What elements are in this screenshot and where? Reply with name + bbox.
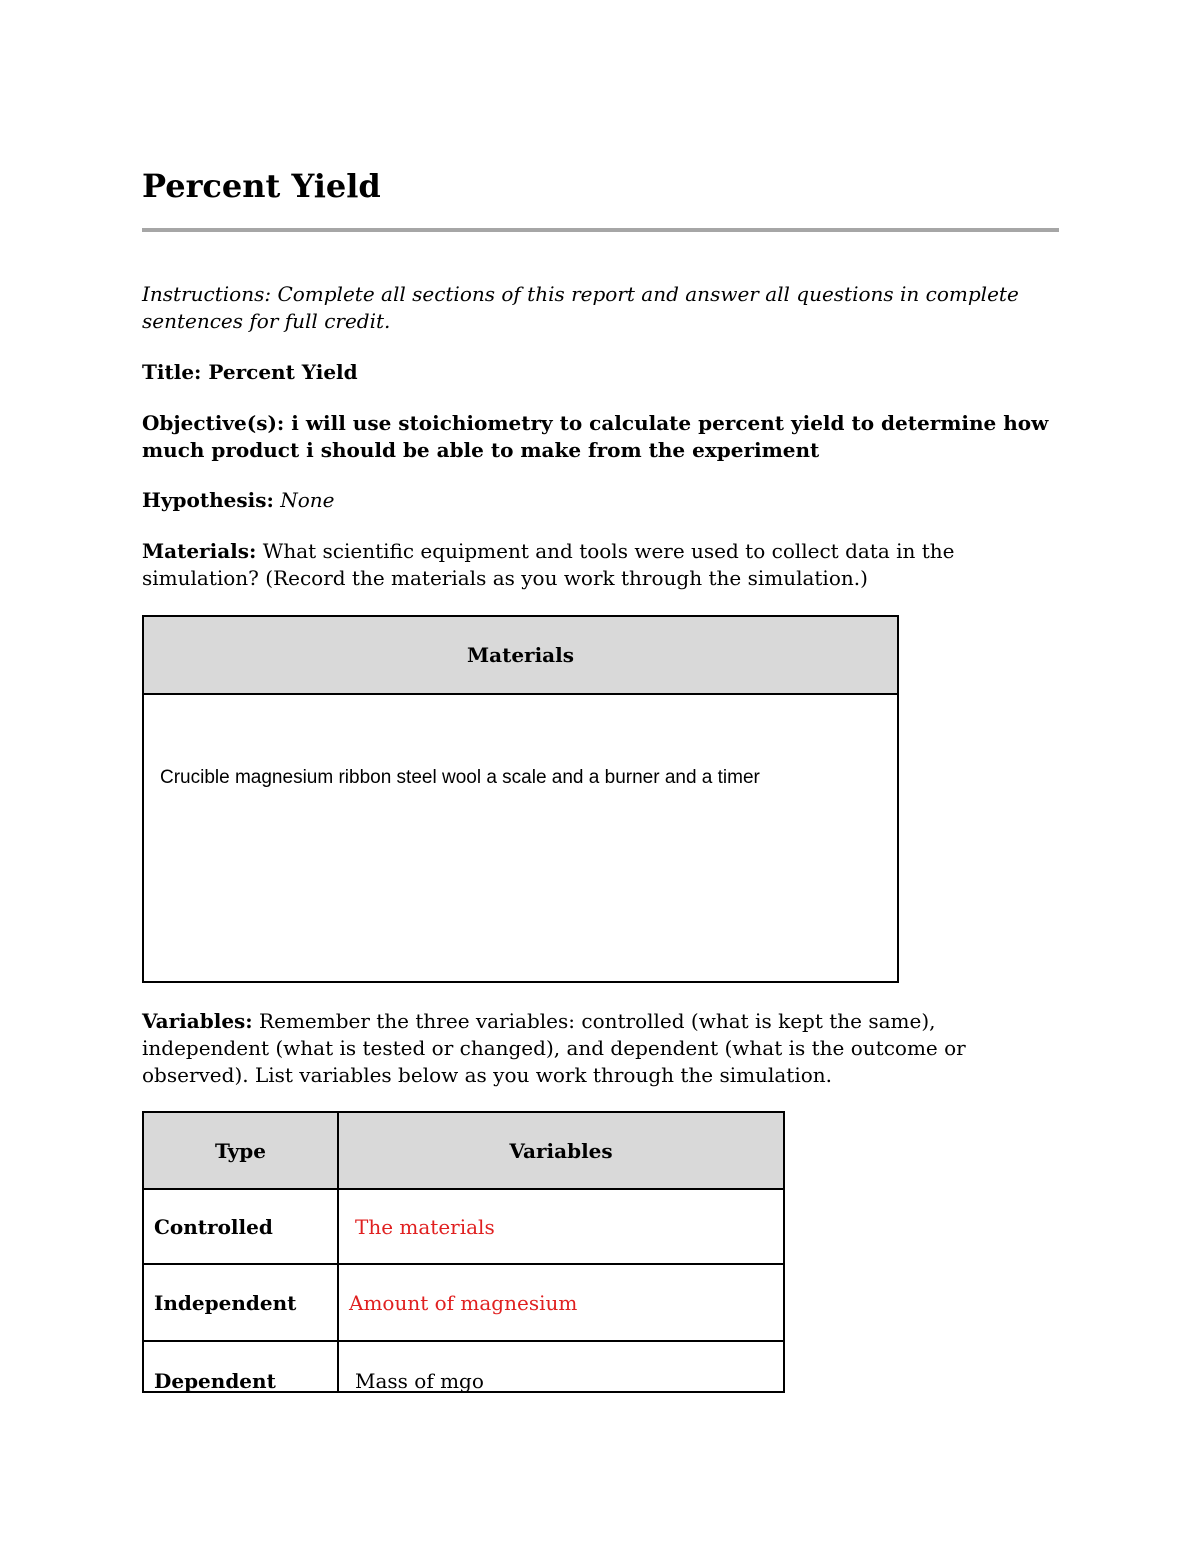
materials-answer: Crucible magnesium ribbon steel wool a scale and a burner and a timer — [160, 767, 760, 788]
objective-line — [142, 410, 1059, 464]
title-line — [142, 359, 1059, 386]
header-type: Type — [144, 1113, 339, 1188]
variables-table — [142, 1111, 785, 1393]
variables-label: Variables: — [142, 1009, 253, 1033]
hypothesis-value: None — [273, 488, 335, 512]
title-value: Percent Yield — [208, 360, 358, 384]
table-row — [144, 1265, 783, 1342]
materials-intro — [142, 538, 1059, 592]
materials-label: Materials: — [142, 539, 257, 563]
header-variables: Variables — [509, 1138, 613, 1163]
title-label: Title: — [142, 360, 209, 384]
row-type-controlled: Controlled — [144, 1190, 339, 1263]
materials-table-header: Materials — [144, 617, 897, 695]
row-type-independent: Independent — [144, 1265, 339, 1340]
hypothesis-label: Hypothesis: — [142, 488, 274, 512]
materials-table — [142, 615, 899, 983]
objective-value: i will use stoichiometry to calculate percent yield to determine how much product i should be able to make from the experiment — [142, 411, 1049, 462]
page-title: Percent Yield — [142, 167, 381, 205]
row-value-dependent: Mass of mgo — [355, 1369, 484, 1393]
instructions-text: Instructions: Complete all sections of this report and answer all questions in complete sentences for full credit. — [142, 282, 1019, 333]
variables-prompt: Remember the three variables: controlled (what is kept the same), independent (what is tested or changed), and dependent (what is the outcome or observed). List variables below as you work through the simulation. — [142, 1009, 966, 1087]
materials-prompt: What scientific equipment and tools were used to collect data in the simulation? (Record the materials as you work through the simulation.) — [142, 539, 955, 590]
table-row — [144, 1342, 783, 1393]
row-type-dependent: Dependent — [144, 1342, 339, 1393]
objective-label: Objective(s): — [142, 411, 285, 435]
title-divider — [142, 228, 1059, 232]
row-value-controlled: The materials — [355, 1214, 495, 1239]
variables-intro — [142, 1008, 1059, 1089]
hypothesis-line — [142, 487, 1059, 514]
table-row — [144, 1190, 783, 1265]
row-value-independent: Amount of magnesium — [349, 1290, 578, 1315]
variables-table-header — [144, 1113, 783, 1190]
